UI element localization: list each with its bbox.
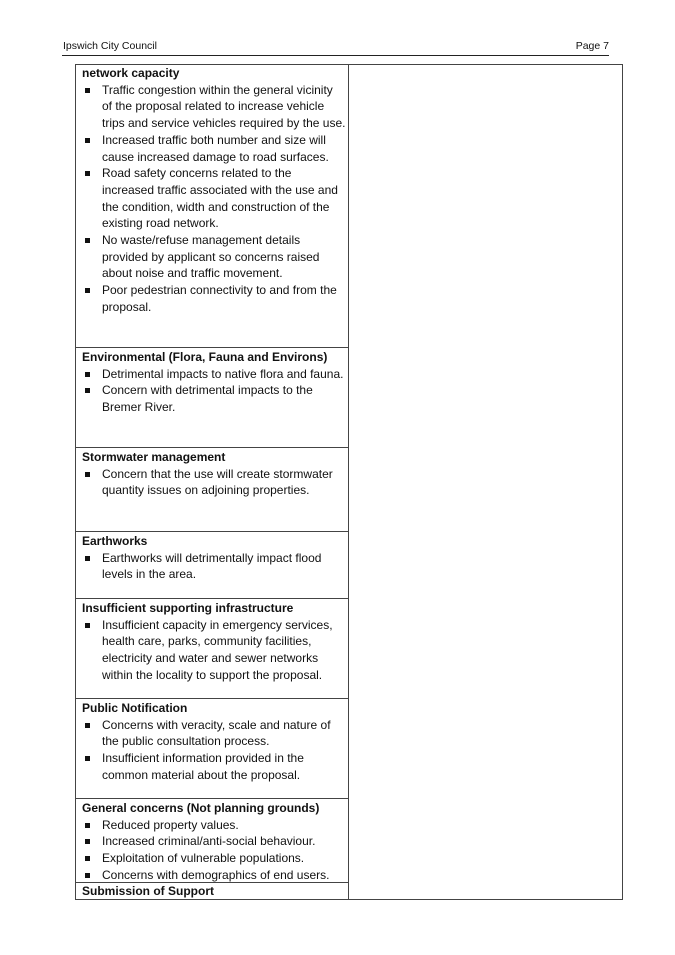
list-item-text: Exploitation of vulnerable populations. <box>102 851 305 866</box>
bullet-icon <box>85 556 90 561</box>
bullet-icon <box>85 171 90 176</box>
section-earthworks <box>82 533 346 583</box>
list-item-text: Road safety concerns related to the increased traffic associated with the use and the condition, width and construction of the existing road network. <box>102 166 338 231</box>
section-general-concerns <box>82 800 346 884</box>
bullet-icon <box>85 839 90 844</box>
list-item-text: Concerns with demographics of end users. <box>102 867 330 882</box>
section-title: Stormwater management <box>82 450 226 464</box>
list-item-text: Insufficient information provided in the common material about the proposal. <box>102 751 304 782</box>
list-item <box>82 717 346 750</box>
header-divider <box>62 55 609 56</box>
bullet-icon <box>85 472 90 477</box>
bullet-icon <box>85 723 90 728</box>
list-item <box>82 750 346 783</box>
row-divider <box>75 531 349 532</box>
list-item-text: Concern with detrimental impacts to the Bremer River. <box>102 383 313 415</box>
list-item-text: Increased criminal/anti-social behaviour. <box>102 834 316 849</box>
section-title: General concerns (Not planning grounds) <box>82 801 320 815</box>
list-item-text: Traffic congestion within the general vicinity of the proposal related to increase vehicle trips and service vehicles required by the use. <box>102 82 346 131</box>
section-infrastructure <box>82 600 346 684</box>
bullet-icon <box>85 623 90 628</box>
list-item-text: Concern that the use will create stormwater quantity issues on adjoining properties. <box>102 466 333 498</box>
list-item-text: Reduced property values. <box>102 817 239 832</box>
list-item <box>82 132 346 165</box>
section-title: Insufficient supporting infrastructure <box>82 601 294 615</box>
list-item <box>82 867 346 884</box>
section-environmental <box>82 349 346 416</box>
list-item-text: Concerns with veracity, scale and nature of the public consultation process. <box>102 717 331 749</box>
list-item <box>82 366 346 383</box>
list-item <box>82 82 346 132</box>
section-title: Submission of Support <box>82 884 214 898</box>
list-item-text: Detrimental impacts to native flora and fauna. <box>102 366 344 381</box>
bullet-icon <box>85 388 90 393</box>
page-header <box>63 40 609 54</box>
row-divider <box>75 447 349 448</box>
section-submission-of-support <box>82 883 346 900</box>
list-item-text: Increased traffic both number and size will cause increased damage to road surfaces. <box>102 132 329 164</box>
list-item <box>82 165 346 232</box>
bullet-icon <box>85 88 90 93</box>
list-item-text: Insufficient capacity in emergency services, health care, parks, community facilities, electricity and water and sewer networks within the locality to support the proposal. <box>102 617 333 682</box>
page-number: Page 7 <box>575 40 609 52</box>
section-stormwater <box>82 449 346 499</box>
organization-name: Ipswich City Council <box>63 40 157 52</box>
section-public-notification <box>82 700 346 784</box>
column-divider <box>348 64 349 900</box>
list-item <box>82 833 346 850</box>
bullet-icon <box>85 756 90 761</box>
list-item <box>82 232 346 282</box>
list-item-text: Earthworks will detrimentally impact flood levels in the area. <box>102 550 322 582</box>
list-item <box>82 817 346 834</box>
row-divider <box>75 347 349 348</box>
list-item-text: Poor pedestrian connectivity to and from the proposal. <box>102 283 337 314</box>
section-title: network capacity <box>82 66 180 80</box>
list-item <box>82 550 346 583</box>
list-item <box>82 850 346 867</box>
list-item <box>82 617 346 684</box>
bullet-icon <box>85 856 90 861</box>
bullet-icon <box>85 823 90 828</box>
section-title: Public Notification <box>82 701 188 715</box>
row-divider <box>75 798 349 799</box>
bullet-icon <box>85 873 90 878</box>
list-item <box>82 282 346 315</box>
section-network-capacity <box>82 65 346 316</box>
row-divider <box>75 698 349 699</box>
bullet-icon <box>85 238 90 243</box>
section-title: Environmental (Flora, Fauna and Environs) <box>82 350 328 364</box>
list-item <box>82 382 346 415</box>
list-item-text: No waste/refuse management details provided by applicant so concerns raised about noise and traffic movement. <box>102 233 320 281</box>
row-divider <box>75 598 349 599</box>
bullet-icon <box>85 288 90 293</box>
list-item <box>82 466 346 499</box>
bullet-icon <box>85 372 90 377</box>
bullet-icon <box>85 138 90 143</box>
section-title: Earthworks <box>82 534 148 548</box>
